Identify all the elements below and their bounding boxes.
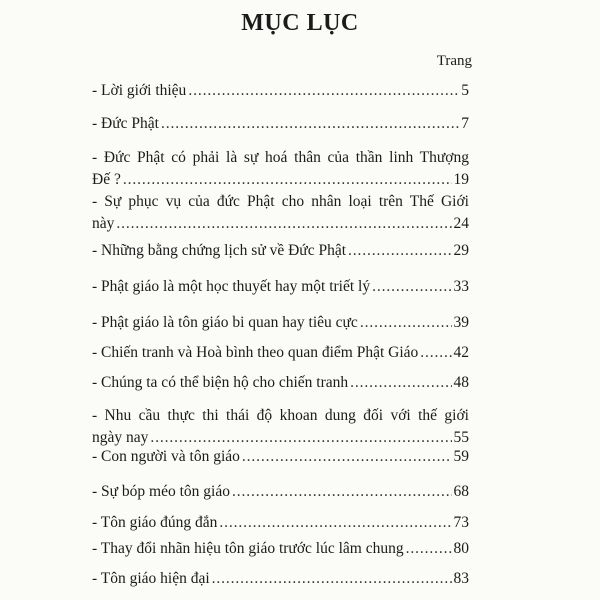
toc-entry — [92, 481, 469, 503]
toc-entry-title: - Đức Phật có phải là sự hoá thân của thần linh Thượng — [92, 149, 469, 166]
toc-entry-page: 68 — [453, 483, 469, 500]
toc-entry-title: - Con người và tôn giáo — [92, 448, 240, 465]
toc-entry — [92, 113, 469, 135]
toc-entry-title: - Sự bóp méo tôn giáo — [92, 483, 230, 500]
dot-leader — [116, 213, 451, 235]
toc-entry-title-cont: này — [92, 215, 115, 232]
dot-leader — [406, 538, 452, 560]
toc-entry — [92, 240, 469, 262]
dot-leader — [350, 372, 451, 394]
toc-entry-title: - Chúng ta có thể biện hộ cho chiến tranh — [92, 374, 349, 391]
toc-entry-title-cont: Đế ? — [92, 171, 121, 188]
dot-leader — [123, 169, 452, 191]
toc-entry-title: - Thay đổi nhãn hiệu tôn giáo trước lúc lâm chung — [92, 540, 404, 557]
toc-entry-page: 7 — [461, 115, 469, 132]
toc-entry — [92, 342, 469, 364]
toc-entry-title: - Sự phục vụ của đức Phật cho nhân loại trên Thế Giới — [92, 193, 469, 210]
toc-entry — [92, 276, 469, 298]
toc-entry-title: - Chiến tranh và Hoà bình theo quan điểm Phật Giáo — [92, 344, 419, 361]
toc-entry-page: 48 — [453, 374, 469, 391]
page-title: MỤC LỤC — [241, 10, 359, 36]
toc-entry-page: 83 — [453, 570, 469, 587]
toc-entry-title: - Phật giáo là tôn giáo bi quan hay tiêu cực — [92, 314, 358, 331]
dot-leader — [372, 276, 451, 298]
toc-entry-page: 73 — [453, 514, 469, 531]
toc-entry — [92, 405, 469, 449]
toc-entry-title: - Nhu cầu thực thi thái độ khoan dung đối với thế giới — [92, 407, 469, 424]
toc-entry-page: 39 — [453, 314, 469, 331]
toc-entry-title: - Tôn giáo đúng đắn — [92, 514, 218, 531]
dot-leader — [219, 512, 451, 534]
toc-entry — [92, 80, 469, 102]
toc-entry-page: 29 — [453, 242, 469, 259]
toc-entry — [92, 312, 469, 334]
toc-entry-page: 80 — [453, 540, 469, 557]
dot-leader — [188, 80, 459, 102]
toc-entry-title: - Lời giới thiệu — [92, 82, 187, 99]
dot-leader — [360, 312, 452, 334]
toc-entry-page: 33 — [453, 278, 469, 295]
dot-leader — [232, 481, 452, 503]
toc-entry-title: - Phật giáo là một học thuyết hay một triết lý — [92, 278, 371, 295]
toc-entry-page: 19 — [453, 171, 469, 188]
toc-entry-title-cont: ngày nay — [92, 429, 149, 446]
toc-entry — [92, 446, 469, 468]
toc-entry-page: 55 — [453, 429, 469, 446]
toc-entry — [92, 568, 469, 590]
toc-entry-title: - Tôn giáo hiện đại — [92, 570, 210, 587]
toc-entry-title: - Những bằng chứng lịch sử về Đức Phật — [92, 242, 347, 259]
dot-leader — [420, 342, 451, 364]
toc-entry — [92, 191, 469, 235]
toc-entry-page: 42 — [453, 344, 469, 361]
toc-entry-page: 24 — [453, 215, 469, 232]
toc-entry-page: 5 — [461, 82, 469, 99]
dot-leader — [161, 113, 459, 135]
toc-entry-page: 59 — [453, 448, 469, 465]
page-column-label: Trang — [436, 53, 472, 69]
toc-entry-title: - Đức Phật — [92, 115, 159, 132]
toc-entry — [92, 147, 469, 191]
toc-entry — [92, 538, 469, 560]
toc-entry — [92, 372, 469, 394]
dot-leader — [212, 568, 452, 590]
dot-leader — [242, 446, 452, 468]
dot-leader — [348, 240, 451, 262]
toc-entry — [92, 512, 469, 534]
